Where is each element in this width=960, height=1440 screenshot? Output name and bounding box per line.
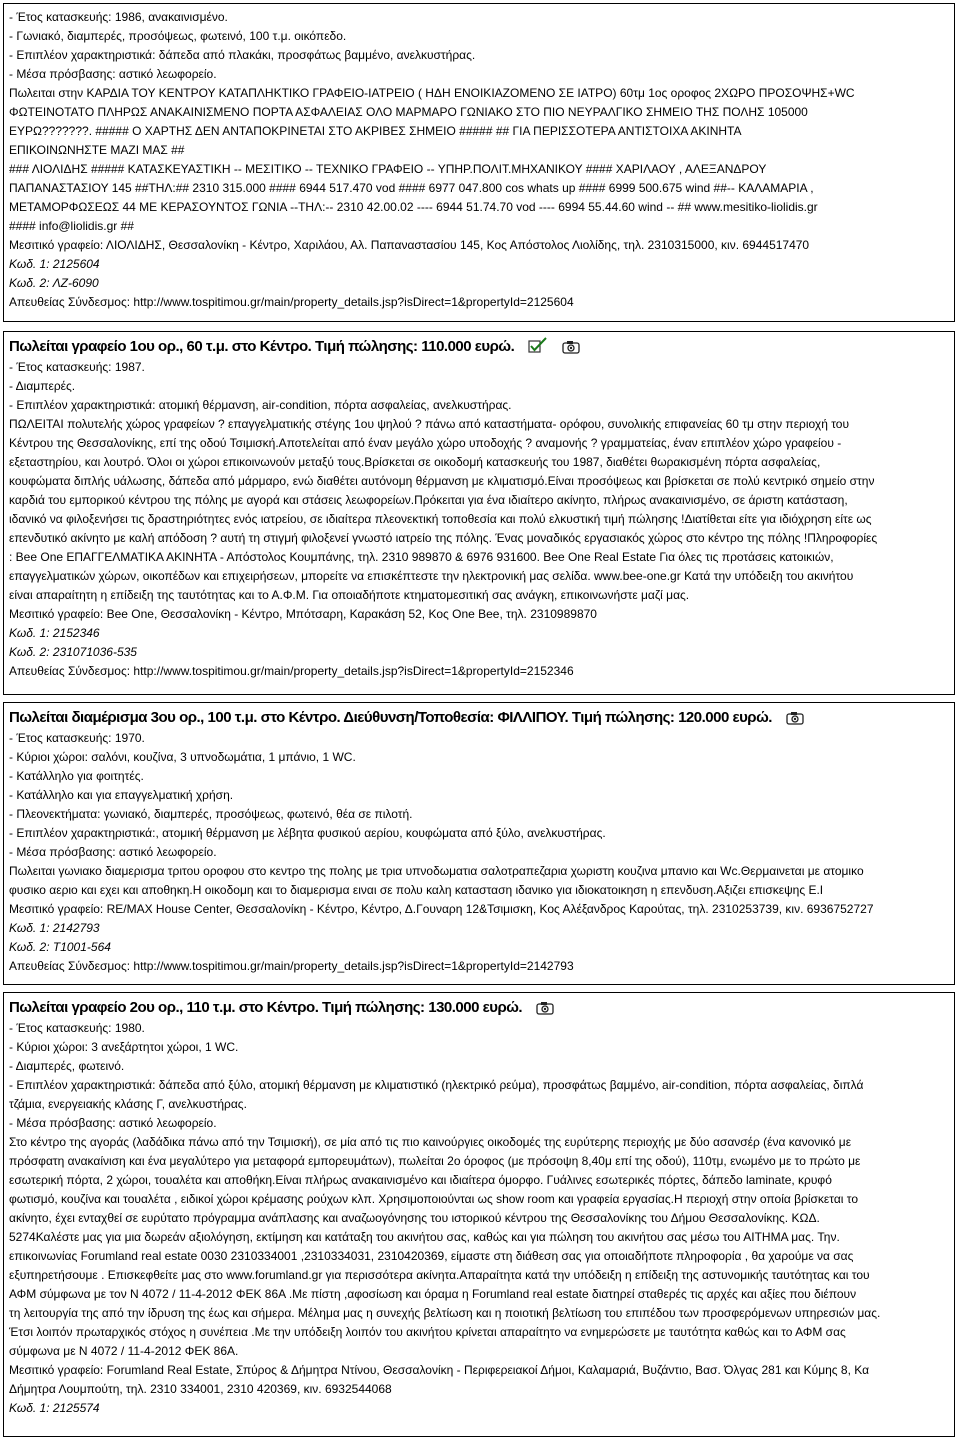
detail-line: - Κύριοι χώροι: σαλόνι, κουζίνα, 3 υπνοδωμάτια, 1 μπάνιο, 1 WC.	[9, 750, 356, 764]
agency-info: Μεσιτικό γραφείο: RE/MAX House Center, Θεσσαλονίκη - Κέντρο, Κέντρο, Δ.Γουναρη 12&Τσιμισκη, Κος Αλέξανδρος Καρούτας, τηλ. 2310253739, κιν. 6936752727	[9, 902, 874, 916]
description-line: τη λειτουργία της από την ίδρυση της έως και σήμερα. Μέλημα μας η συνεχής βελτίωση και η ποιοτική βελτίωση του επιπέδου των προσφερόμενων υπηρεσιών μας.	[9, 1306, 881, 1320]
description-line: επαγγελματικών χώρων, οικοπέδων και επιχειρήσεων, μπορείτε να επισκέπτεστε την ηλεκτρονική μας σελίδα. www.bee-one.gr Κατά την υπόδειξη του ακινήτου	[9, 569, 854, 583]
listing-code-2: Κωδ. 2: 231071036-535	[9, 645, 137, 659]
listing-card-4	[3, 992, 955, 1437]
camera-icon	[562, 340, 580, 354]
description-line: Στο κέντρο της αγοράς (λαδάδικα πάνω από την Τσιμισκή), σε μία από τις πιο καινούργιες οικοδομές της ευρύτερης περιοχής με δύο ασανσέρ (ένα κανονικό με	[9, 1135, 852, 1149]
description-line: ΦΩΤΕΙΝΟΤΑΤΟ ΠΛΗΡΩΣ ΑΝΑΚΑΙΝΙΣΜΕΝΟ ΠΟΡΤΑ ΑΣΦΑΛΕΙΑΣ ΟΛΟ ΜΑΡΜΑΡΟ ΓΩΝΙΑΚΟ ΣΤΟ ΠΙΟ ΝΕΥΡΑΛΓΙΚΟ ΣΗΜΕΙΟ ΤΗΣ ΠΟΛΗΣ 105000	[9, 105, 808, 119]
listing-details	[9, 1019, 949, 1133]
listing-code-1: Κωδ. 1: 2125574	[9, 1401, 100, 1415]
listing-description	[9, 84, 949, 236]
description-line: εξυπηρετήσουμε . Επισκεφθείτε μας στο www.forumland.gr για περισσότερα ακίνητα.Απαραίτητα κατά την υπόδειξη η επίδειξη της αστυνομικής ταυτότητας και του	[9, 1268, 870, 1282]
description-line: ### ΛΙΟΛΙΔΗΣ ##### ΚΑΤΑΣΚΕΥΑΣΤΙΚΗ -- ΜΕΣΙΤΙΚΟ -- ΤΕΧΝΙΚΟ ΓΡΑΦΕΙΟ -- ΥΠΗΡ.ΠΟΛΙΤ.ΜΗΧΑΝΙΚΟΥ #### ΧΑΡΙΛΑΟΥ , ΑΛΕΞΑΝΔΡΟΥ	[9, 162, 767, 176]
checkbox-icon	[528, 337, 548, 354]
listing-details	[9, 729, 949, 862]
listing-code-1: Κωδ. 1: 2152346	[9, 626, 100, 640]
listing-details	[9, 8, 949, 84]
detail-line: - Μέσα πρόσβασης: αστικό λεωφορείο.	[9, 1116, 217, 1130]
detail-line: - Μέσα πρόσβασης: αστικό λεωφορείο.	[9, 67, 217, 81]
description-line: ΠΩΛΕΙΤΑΙ πολυτελής χώρος γραφείων ? επαγγελματικής στέγης 1ου ψηλού ? πάνω από καταστήματα- ορόφου, συνολικής επιφανείας 60 τμ στην περιοχή του	[9, 417, 850, 431]
camera-icon	[536, 1001, 554, 1015]
description-line: Πωλειται γωνιακο διαμερισμα τριτου οροφου στο κεντρο της πολης με τρια υπνοδωματια σαλοτραπεζαρια χωριστη κουζινα μπανιο και Wc.Θερμαινεται με ατομικο	[9, 864, 864, 878]
listing-heading	[9, 336, 949, 358]
detail-line: - Κατάλληλο για φοιτητές.	[9, 769, 144, 783]
description-line: Έτσι λοιπόν πρωταρχικός στόχος η συνέπεια .Με την υπόδειξη λοιπόν του ακινήτου κρίνεται απαραίτητο να ενημερώσετε με ταυτότητα καθώς και το ΑΦΜ σας	[9, 1325, 846, 1339]
detail-line: - Γωνιακό, διαμπερές, προσόψεως, φωτεινό, 100 τ.μ. οικόπεδο.	[9, 29, 347, 43]
detail-line: - Διαμπερές, φωτεινό.	[9, 1059, 125, 1073]
description-line: κουφώματα διπλής υάλωσης, δάπεδα από μάρμαρο, ενώ διαθέτει αυτόνομη θέρμανση με κλιματισμό.Είναι προσόψεως και βρίσκεται σε πολύ κεντρικό σημείο στην	[9, 474, 875, 488]
description-line: ΕΥΡΩ???????. ##### Ο ΧΑΡΤΗΣ ΔΕΝ ΑΝΤΑΠΟΚΡΙΝΕΤΑΙ ΣΤΟ ΑΚΡΙΒΕΣ ΣΗΜΕΙΟ ##### ## ΓΙΑ ΠΕΡΙΣΣΟΤΕΡΑ ΑΝΤΙΣΤΟΙΧΑ ΑΚΙΝΗΤΑ	[9, 124, 742, 138]
listing-title: Πωλείται διαμέρισμα 3ου ορ., 100 τ.μ. στο Κέντρο. Διεύθυνση/Τοποθεσία: ΦΙΛΛΙΠΟΥ. Τιμή πώλησης: 120.000 ευρώ.	[9, 709, 772, 726]
description-line: ΜΕΤΑΜΟΡΦΩΣΕΩΣ 44 ΜΕ ΚΕΡΑΣΟΥΝΤΟΣ ΓΩΝΙΑ --ΤΗΛ:-- 2310 42.00.02 ---- 6944 51.74.70 vod ---- 6994 55.44.60 wind -- ## www.mesitiko-liolidis.gr	[9, 200, 818, 214]
detail-line: - Έτος κατασκευής: 1986, ανακαινισμένο.	[9, 10, 228, 24]
description-line: επικοινωνίας Forumland real estate 0030 2310334001 ,2310334031, 2310420369, είμαστε στη διάθεση σας για οποιαδήποτε πληροφορία , θα χαρούμε να σας	[9, 1249, 854, 1263]
description-line: Πωλειται στην ΚΑΡΔΙΑ ΤΟΥ ΚΕΝΤΡΟΥ ΚΑΤΑΠΛΗΚΤΙΚΟ ΓΡΑΦΕΙΟ-ΙΑΤΡΕΙΟ ( ΗΔΗ ΕΝΟΙΚΙΑΖΟΜΕΝΟ ΣΕ ΙΑΤΡΟ) 60τμ 1ος οροφος 2ΧΩΡΟ ΠΡΟΣΟΨΗΣ+WC	[9, 86, 855, 100]
listing-code-1: Κωδ. 1: 2142793	[9, 921, 100, 935]
listing-heading	[9, 707, 949, 729]
agency-info: Μεσιτικό γραφείο: Forumland Real Estate, Σπύρος & Δήμητρα Ντίνου, Θεσσαλονίκη - Περιφερειακοί Δήμοι, Καλαμαριά, Βυζάντιο, Βασ. Όλγας 281 και Κύμης 8, Κα	[9, 1363, 870, 1377]
listing-description	[9, 415, 949, 605]
detail-line: - Επιπλέον χαρακτηριστικά: ατομική θέρμανση, air-condition, πόρτα ασφαλείας, ανελκυστήρας.	[9, 398, 512, 412]
description-line: ακίνητο, έχει ενταχθεί σε ευρύτατο πρόγραμμα ανάπλασης και αναζωογόνησης του ιστορικού κέντρου της Θεσσαλονίκης του Δήμου Θεσσαλονίκης. ΚΩΔ.	[9, 1211, 820, 1225]
direct-link[interactable]: Απευθείας Σύνδεσμος: http://www.tospitimou.gr/main/property_details.jsp?isDirect=1&propertyId=2142793	[9, 959, 574, 973]
description-line: : Bee One ΕΠΑΓΓΕΛΜΑΤΙΚΑ ΑΚΙΝΗΤΑ - Απόστολος Κουμπάνης, τηλ. 2310 989870 & 6976 931600. Bee One Real Estate Για όλες τις προτάσεις κατοικιών,	[9, 550, 834, 564]
description-line: ιδανικό να φιλοξενήσει τις δραστηριότητες ενός ιατρείου, σε ιδιαίτερα πλεονεκτική τοποθεσία και πολύ ελκυστική τιμή πώλησης !Διατίθεται είτε για ιδιόχρηση είτε ως	[9, 512, 872, 526]
detail-line: - Έτος κατασκευής: 1987.	[9, 360, 145, 374]
listing-title: Πωλείται γραφείο 2ου ορ., 110 τ.μ. στο Κέντρο. Τιμή πώλησης: 130.000 ευρώ.	[9, 999, 523, 1016]
detail-line: - Κατάλληλο και για επαγγελματική χρήση.	[9, 788, 234, 802]
detail-line: τζάμια, ενεργειακής κλάσης Γ, ανελκυστήρας.	[9, 1097, 247, 1111]
agency-info: Μεσιτικό γραφείο: Bee One, Θεσσαλονίκη - Κέντρο, Μπότσαρη, Καρακάση 52, Κος One Bee, τηλ. 2310989870	[9, 607, 597, 621]
detail-line: - Κύριοι χώροι: 3 ανεξάρτητοι χώροι, 1 WC.	[9, 1040, 239, 1054]
listing-details	[9, 358, 949, 415]
description-line: ΑΦΜ σύμφωνα με τον Ν 4072 / 11-4-2012 ΦΕΚ 86Α .Με πίστη ,αφοσίωση και όραμα η Forumland real estate διατηρεί σταθερές τις αρχές και αξίες που διέπουν	[9, 1287, 857, 1301]
detail-line: - Διαμπερές.	[9, 379, 76, 393]
listing-card-3	[3, 702, 955, 985]
description-line: φυσικο αεριο και εχει και αποθηκη.Η οικοδομη και το διαμερισμα ειναι σε πολυ καλη κατασταση ιδανικο για ιδιοκατοικηση η επενδυση.Αξιζει επισκεψης Ε.Ι	[9, 883, 824, 897]
listing-code-1: Κωδ. 1: 2125604	[9, 257, 100, 271]
listing-code-2: Κωδ. 2: T1001-564	[9, 940, 111, 954]
listing-card-1	[3, 3, 955, 322]
direct-link[interactable]: Απευθείας Σύνδεσμος: http://www.tospitimou.gr/main/property_details.jsp?isDirect=1&propertyId=2125604	[9, 295, 574, 309]
detail-line: - Έτος κατασκευής: 1980.	[9, 1021, 145, 1035]
description-line: Κέντρου της Θεσσαλονίκης, επί της οδού Τσιμισκή.Αποτελείται από έναν μεγάλο χώρο υποδοχής ? αναμονής ? γραμματείας, έναν επιπλέον χώρο γραφείου -	[9, 436, 842, 450]
detail-line: - Πλεονεκτήματα: γωνιακό, διαμπερές, προσόψεως, φωτεινό, θέα σε πιλοτή.	[9, 807, 413, 821]
description-line: εσωτερική πόρτα, 2 χώροι, τουαλέτα και αποθήκη.Είναι πλήρως ανακαινισμένο και ιδιαίτερα όμορφο. Γυάλινες εσωτερικές πόρτες, δάπεδο laminate, κρυφό	[9, 1173, 832, 1187]
description-line: επενδυτικό ακίνητο με καλή απόδοση ? αυτή τη στιγμή φιλοξενεί γνωστό ιατρείο της πόλης. Ένας μοναδικός εργασιακός χώρος στο κέντρο της πόλης !Πληροφορίες	[9, 531, 878, 545]
description-line: πρόσφατη ανακαίνιση και ένα μεγαλύτερο για μεταφορά εμπορευμάτων), πωλείται 2ο όροφος (με πρόσοψη 8,40μ επί της οδού), 110τμ, ενωμένο με το πρώτο με	[9, 1154, 861, 1168]
description-line: καρδιά του εμπορικού κέντρου της πόλης με αγορά και στάσεις λεωφορείων.Πρόκειται για ένα ιδιαίτερο ακίνητο, πλήρως ανακαινισμένο, σε άριστη κατάσταση,	[9, 493, 848, 507]
camera-icon	[786, 711, 804, 725]
description-line: #### info@liolidis.gr ##	[9, 219, 134, 233]
agency-info: Δήμητρα Λουμπούτη, τηλ. 2310 334001, 2310 420369, κιν. 6932544068	[9, 1382, 392, 1396]
description-line: ΠΑΠΑΝΑΣΤΑΣΙΟΥ 145 ##ΤΗΛ:## 2310 315.000 #### 6944 517.470 vod #### 6977 047.800 cos whats up #### 6999 500.675 wind ##-- ΚΑΛΑΜΑΡΙΑ ,	[9, 181, 814, 195]
listing-card-2	[3, 331, 955, 695]
listing-title: Πωλείται γραφείο 1ου ορ., 60 τ.μ. στο Κέντρο. Τιμή πώλησης: 110.000 ευρώ.	[9, 338, 515, 355]
detail-line: - Επιπλέον χαρακτηριστικά: δάπεδα από πλακάκι, προσφάτως βαμμένο, ανελκυστήρας.	[9, 48, 476, 62]
description-line: είναι απαραίτητη η επίδειξη της ταυτότητας και το Α.Φ.Μ. Για οποιαδήποτε κτηματομεσιτική σας ανάγκη, επικοινωνήστε μαζί μας.	[9, 588, 690, 602]
listing-heading	[9, 997, 949, 1019]
listing-description	[9, 1133, 949, 1361]
description-line: ΕΠΙΚΟΙΝΩΝΗΣΤΕ ΜΑΖΙ ΜΑΣ ##	[9, 143, 185, 157]
listing-description	[9, 862, 949, 900]
detail-line: - Έτος κατασκευής: 1970.	[9, 731, 145, 745]
description-line: 5274Καλέστε μας για μια δωρεάν αξιολόγηση, εκτίμηση και κατάταξη του ακινήτου σας, καθώς και για πώληση του ακινήτου σας μέσω του ΑΙΤΗΜΑ μας. Την.	[9, 1230, 840, 1244]
detail-line: - Επιπλέον χαρακτηριστικά: δάπεδα από ξύλο, ατομική θέρμανση με κλιματιστικό (ηλεκτρικό ρεύμα), προσφάτως βαμμένο, air-condition, πόρτα ασφαλείας, διπλά	[9, 1078, 864, 1092]
direct-link[interactable]: Απευθείας Σύνδεσμος: http://www.tospitimou.gr/main/property_details.jsp?isDirect=1&propertyId=2152346	[9, 664, 574, 678]
agency-info: Μεσιτικό γραφείο: ΛΙΟΛΙΔΗΣ, Θεσσαλονίκη - Κέντρο, Χαριλάου, Αλ. Παπαναστασίου 145, Κος Απόστολος Λιολίδης, τηλ. 2310315000, κιν. 6944517470	[9, 238, 810, 252]
description-line: εξεταστηρίου, και λουτρό. Όλοι οι χώροι επικοινωνούν μεταξύ τους.Βρίσκεται σε οικοδομή κατασκευής του 1987, διαθέτει θωρακισμένη πόρτα ασφαλείας,	[9, 455, 821, 469]
description-line: σύμφωνα με Ν 4072 / 11-4-2012 ΦΕΚ 86Α.	[9, 1344, 239, 1358]
listing-code-2: Κωδ. 2: ΛΖ-6090	[9, 276, 99, 290]
detail-line: - Μέσα πρόσβασης: αστικό λεωφορείο.	[9, 845, 217, 859]
description-line: φωτισμό, κουζίνα και τουαλέτα , ειδικοί χώροι κρέμασης ρούχων κλπ. Χρησιμοποιούνται ως show room και γραφεία εργασίας.Η περιοχή στην οποία βρίσκεται το	[9, 1192, 859, 1206]
detail-line: - Επιπλέον χαρακτηριστικά:, ατομική θέρμανση με λέβητα φυσικού αερίου, κουφώματα από ξύλο, ανελκυστήρας.	[9, 826, 606, 840]
